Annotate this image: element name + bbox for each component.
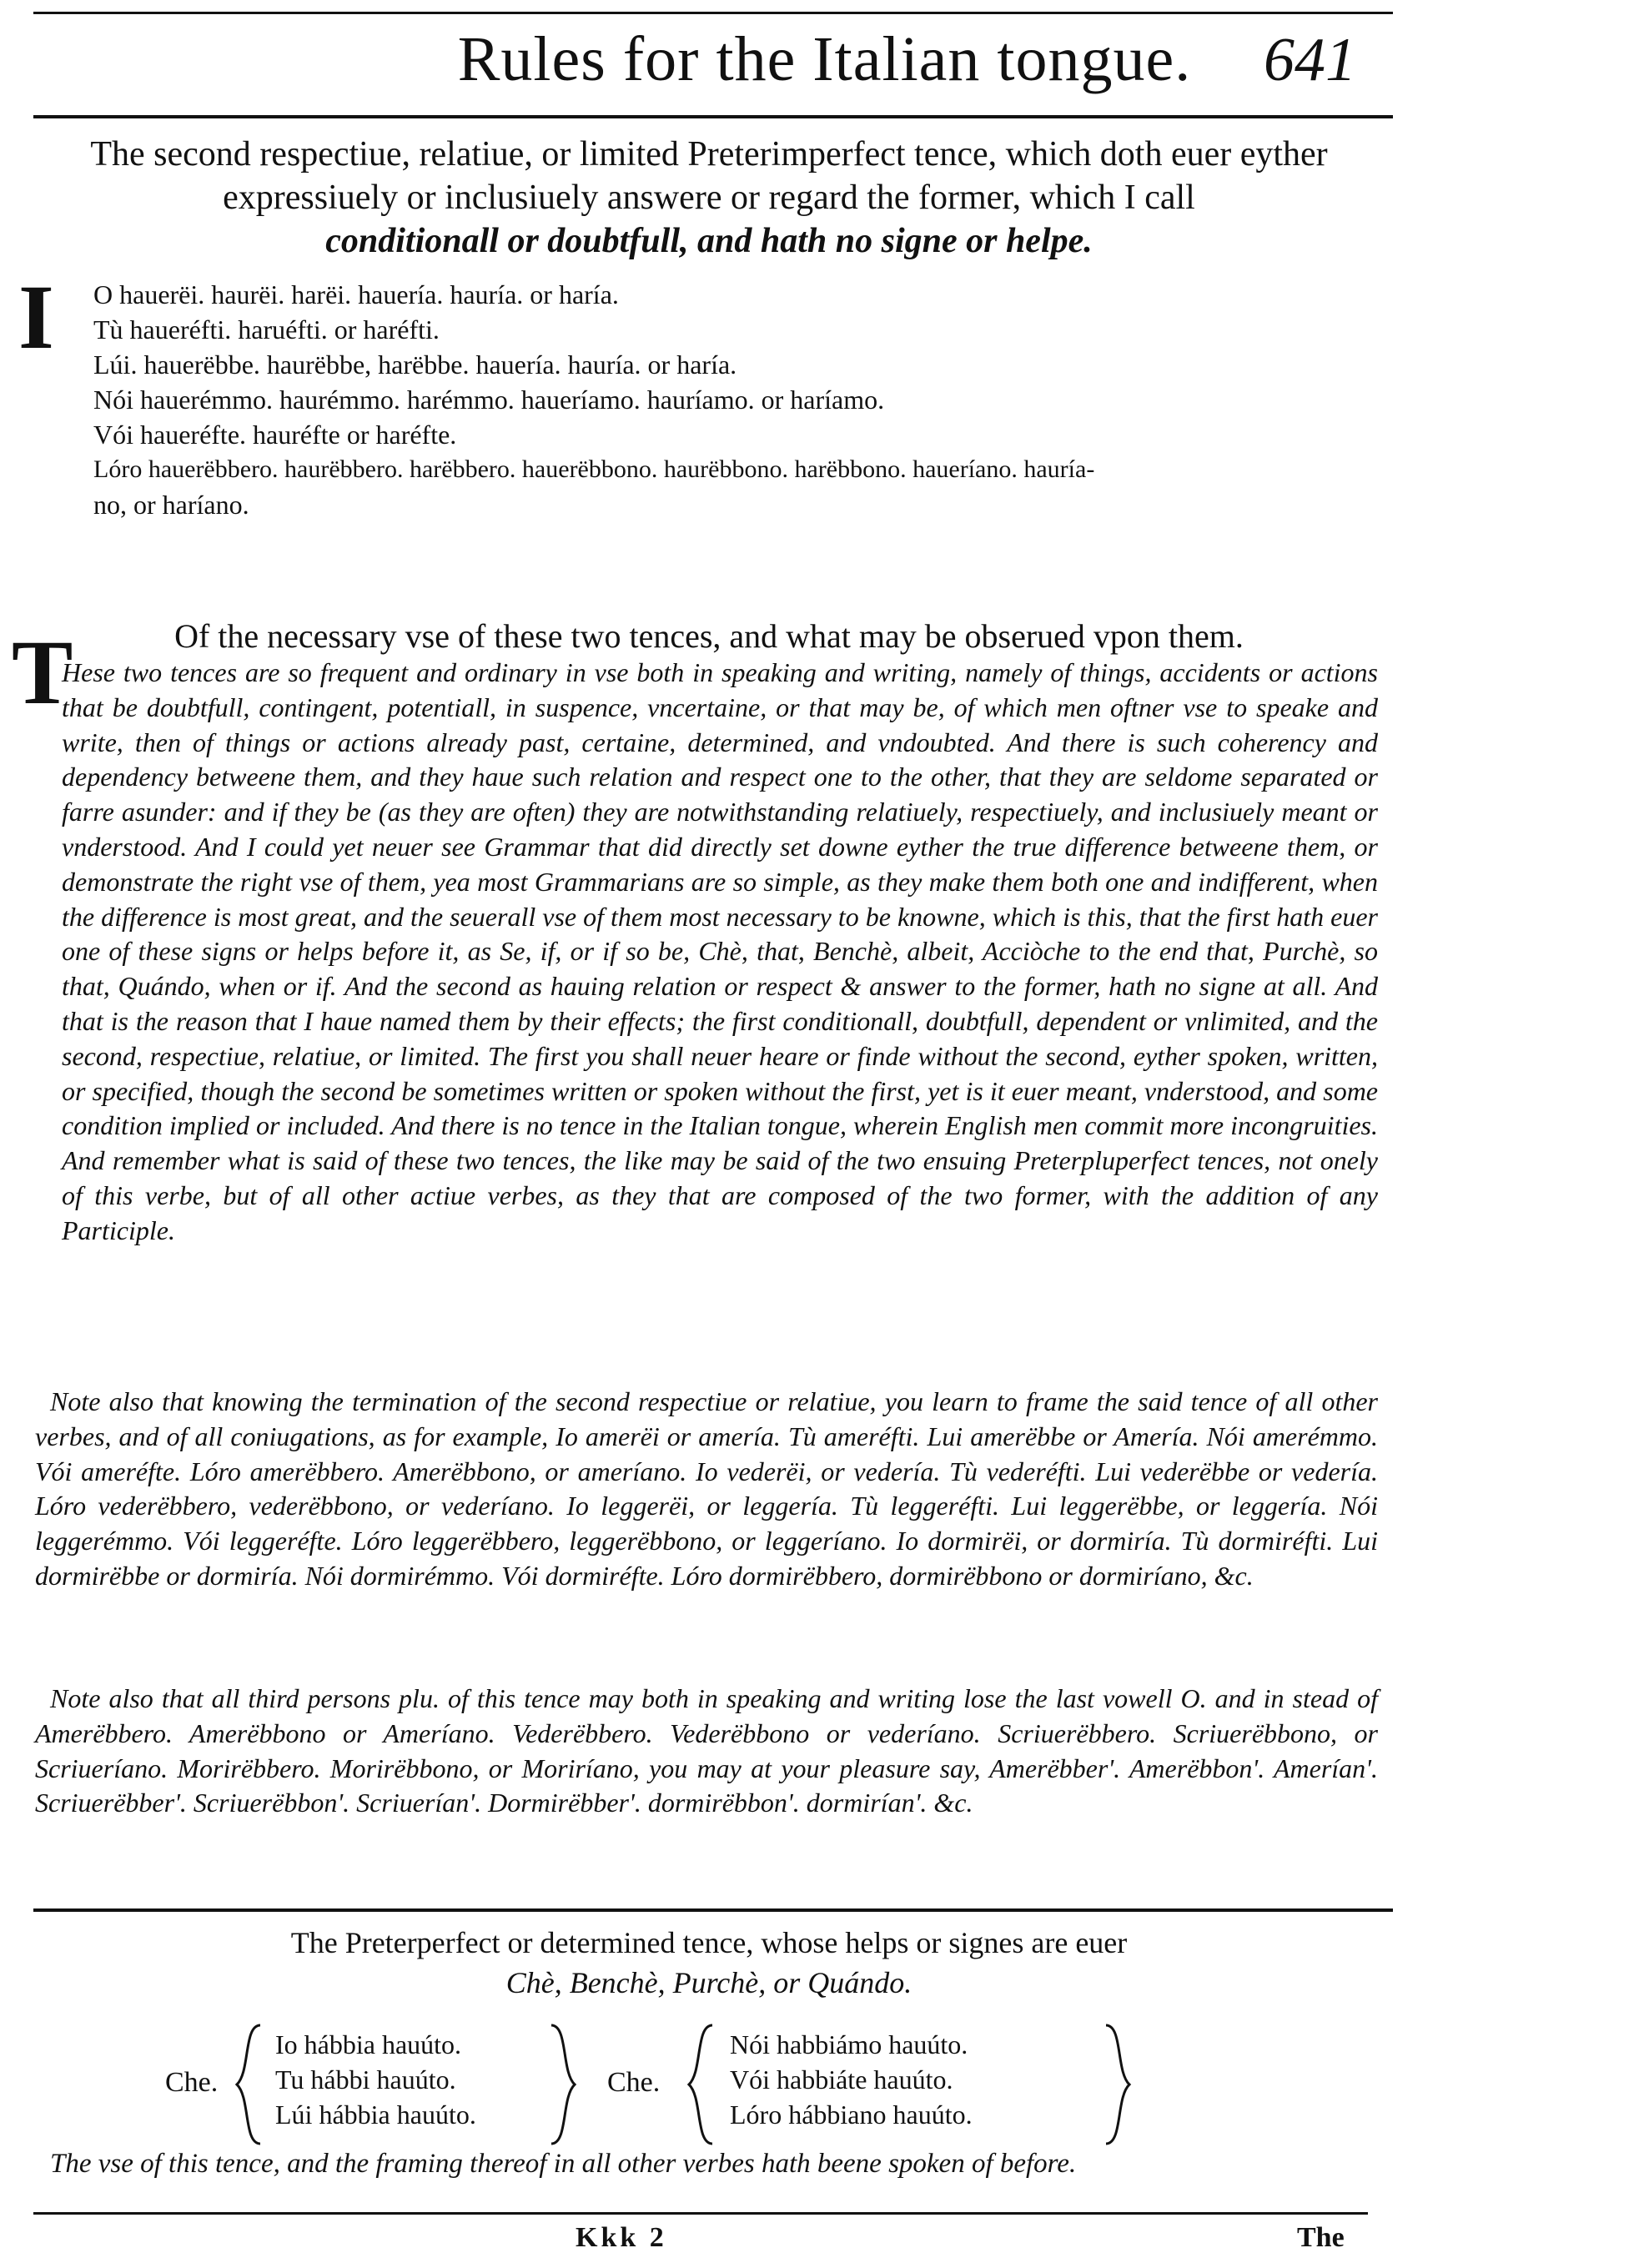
paragraph-2: Note also that knowing the termination of the second respectiue or relatiue, you learn to frame the said tence of all other verbes, and of all coniugations, as for example, Io amerëi or amería. Tù ameréfti. Lui amerëbbe or Amería. Nói amerémmo. Vói ameréfte. Lóro amerëbbero. Amerëbbono, or ameríano. Io vederëi, or vedería. Tù vederéfti. Lui vederëbbe or vedería. Lóro vederëbbero, vederëbbono, or vederíano. Io leggerëi, or leggería. Tù leggeréfti. Lui leggerëbbe, or leggería. Nói leggerémmo. Vói leggeréfte. Lóro leggerëbbero, leggerëbbono, or leggeríano. Io dormirëi, or dormiría. Tù dormiréfti. Lui dormirëbbe or dormiría. Nói dormirémmo. Vói dormiréfte. Lóro dormirëbbero, dormirëbbono or dormiríano, &c. [35, 1386, 1378, 1591]
header-rule [33, 115, 1393, 118]
top-rule [33, 12, 1393, 14]
conjugation-row: Tù haueréfti. haruéfti. or haréfti. [93, 314, 440, 344]
paradigm-row: Lóro hábbiano hauúto. [730, 2100, 973, 2130]
page-number: 641 [1264, 26, 1356, 94]
right-brace-icon [1101, 2022, 1134, 2147]
right-brace-icon [546, 2022, 580, 2147]
paradigm-row: Lúi hábbia hauúto. [275, 2100, 476, 2130]
footer-rule [33, 2212, 1368, 2215]
section1-heading-line2: expressiuely or inclusiuely answere or regard the former, which I call [223, 179, 1195, 217]
paragraph-3: Note also that all third persons plu. of this tence may both in speaking and writing lose the last vowell O. and in stead of Amerëbbero. Amerëbbono or Ameríano. Vederëbbero. Vederëbbono or vederíano. Scriuerëbbero. Scriuerëbbono, or Scriueríano. Morirëbbero. Morirëbbono, or Moriríano, you may at your pleasure say, Amerëbber'. Amerëbbon'. Amerían'. Scriuerëbber'. Scriuerëbbon'. Scriuerían'. Dormirëbber'. dormirëbbon'. dormirían'. &c. [35, 1683, 1378, 1818]
section-divider-rule [33, 1908, 1393, 1912]
section3-heading-line1: The Preterperfect or determined tence, whose helps or signes are euer [290, 1926, 1128, 1959]
paragraph-1: Hese two tences are so frequent and ordinary in vse both in speaking and writing, namely of things, accidents or actions that be doubtfull, contingent, potentiall, in suspence, vncertaine, or that may be, of which men oftner vse to speake and write, then of things or actions already past, certaine, determined, and vndoubted. And there is such coherency and dependency betweene them, and they haue such relation and respect one to the other, that they are seldome separated or farre asunder: and if they be (as they are often) they are notwithstanding relatiuely, respectiuely, and inclusiuely meant or vnderstood. And I could yet neuer see Grammar that did directly set downe eyther the true difference betweene them, or demonstrate the right vse of them, yea most Grammarians are so simple, as they make them both one and indifferent, when the difference is most great, and the seuerall vse of them most necessary to be knowne, which is this, that the first hath euer one of these signs or helps before it, as Se, if, or if so be, Chè, that, Benchè, albeit, Acciòche to the end that, Purchè, so that, Quándo, when or if. And the second as hauing relation or respect & answer to the former, hath no signe at all. And that is the reason that I haue named them by their effects; the first conditionall, doubtfull, dependent or vnlimited, and the second, respectiue, relatiue, or limited. The first you shall neuer heare or finde without the second, eyther spoken, written, or specified, though the second be sometimes written or spoken without the first, yet is it euer meant, vnderstood, and some condition implied or included. And there is no tence in the Italian tongue, wherein English men commit more incongruities. And remember what is said of these two tences, the like may be said of the two ensuing Preterpluperfect tences, not onely of this verbe, but of all other actiue verbes, as they that are composed of the two former, with the addition of any Participle. [62, 657, 1378, 1245]
conjugation-row: O hauerëi. haurëi. harëi. hauería. hauría. or haría. [93, 279, 619, 309]
conjugation-row: no, or haríano. [93, 490, 249, 520]
paradigm-prefix-plural: Che. [607, 2067, 661, 2098]
paradigm-singular [275, 2027, 476, 2132]
conjugation-row: Nói hauerémmo. haurémmo. harémmo. haueríamo. hauríamo. or haríamo. [93, 385, 885, 415]
running-title: Rules for the Italian tongue. [457, 24, 1192, 94]
paradigm-prefix-singular: Che. [165, 2067, 219, 2098]
left-brace-icon [232, 2022, 265, 2147]
paradigm-row: Io hábbia hauúto. [275, 2029, 462, 2059]
section2-drop-cap: T [12, 621, 73, 723]
signature-mark: Kkk 2 [576, 2222, 667, 2253]
section1-heading-line3 [25, 220, 1393, 262]
closing-note: The vse of this tence, and the framing thereof in all other verbes hath beene spoken of before. [50, 2149, 1077, 2179]
paradigm-plural [730, 2027, 973, 2132]
catchword: The [1297, 2222, 1345, 2253]
left-brace-icon [684, 2022, 717, 2147]
conjugation-row: Lúi. hauerëbbe. haurëbbe, harëbbe. hauería. hauría. or haría. [93, 350, 737, 380]
paradigm-row: Vói habbiáte hauúto. [730, 2064, 953, 2095]
section1-heading-italic: conditionall or doubtfull, and hath no signe or helpe. [325, 222, 1093, 260]
section2-heading: Of the necessary vse of these two tences, and what may be obserued vpon them. [174, 617, 1244, 655]
conjugation-row: Lóro hauerëbbero. haurëbbero. harëbbero. hauerëbbono. haurëbbono. harëbbono. haueríano. hauría- [93, 455, 1095, 483]
conjugation-row: Vói haueréfte. hauréfte or haréfte. [93, 420, 457, 450]
paradigm-row: Tu hábbi hauúto. [275, 2064, 456, 2095]
section1-drop-cap: I [18, 266, 54, 368]
conjugation-block [50, 277, 1393, 522]
section1-heading-line1: The second respectiue, relatiue, or limited Preterimperfect tence, which doth euer eyther [90, 135, 1328, 173]
paradigm-row: Nói habbiámo hauúto. [730, 2029, 968, 2059]
section3-heading-line2: Chè, Benchè, Purchè, or Quándo. [505, 1966, 912, 1999]
